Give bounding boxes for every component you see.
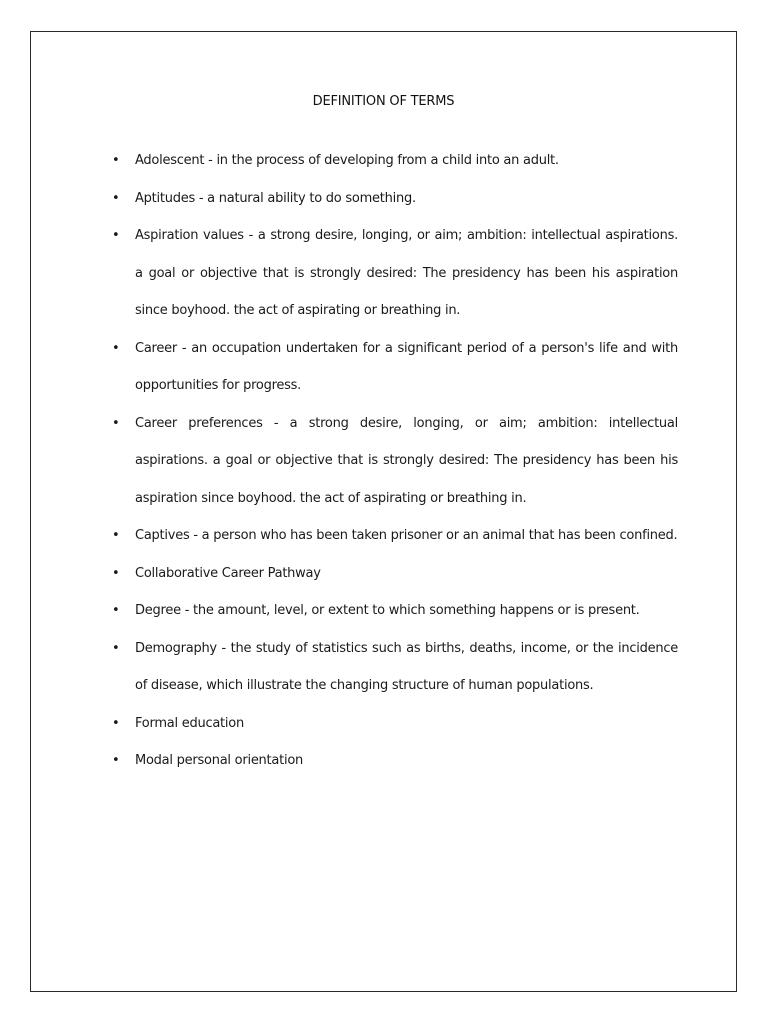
terms-list (112, 142, 678, 780)
bullet-icon: • (112, 228, 120, 243)
term-aspiration-values (112, 217, 678, 330)
bullet-icon: • (112, 640, 120, 656)
bullet-icon: • (112, 753, 120, 768)
term-text: Career preferences - a strong desire, longing, or aim; ambition: intellectual aspirations. a goal or objective that is strongly desired: The presidency has been his aspiration since boyhood. the act of aspirating or breathing in. (135, 415, 678, 506)
term-text: Career - an occupation undertaken for a significant period of a person's life and with opportunities for progress. (135, 340, 678, 393)
term-career-preferences (112, 405, 678, 518)
document-page (30, 31, 737, 992)
term-text: Captives - a person who has been taken prisoner or an animal that has been confined. (135, 528, 678, 543)
term-text: Demography - the study of statistics such as births, deaths, income, or the incidence of disease, which illustrate the changing structure of human populations. (135, 640, 678, 693)
term-adolescent (112, 142, 678, 180)
bullet-icon: • (112, 565, 120, 581)
term-formal-education (112, 705, 678, 743)
term-degree (112, 592, 678, 630)
term-captives (112, 517, 678, 555)
bullet-icon: • (112, 715, 120, 731)
term-text: Formal education (135, 715, 244, 731)
term-modal-personal-orientation (112, 742, 678, 780)
term-text: Aspiration values - a strong desire, longing, or aim; ambition: intellectual aspirations. a goal or objective that is strongly desired: The presidency has been his aspiration since boyhood. the act of aspirating or breathing in. (135, 228, 678, 318)
term-text: Modal personal orientation (135, 753, 304, 768)
term-collaborative-career-pathway (112, 555, 678, 593)
bullet-icon: • (112, 153, 120, 168)
bullet-icon: • (112, 528, 120, 543)
term-text: Adolescent - in the process of developing from a child into an adult. (135, 153, 559, 168)
bullet-icon: • (112, 340, 120, 356)
term-demography (112, 630, 678, 705)
bullet-icon: • (112, 415, 120, 431)
term-aptitudes (112, 180, 678, 218)
term-career (112, 330, 678, 405)
document-title: DEFINITION OF TERMS (312, 94, 455, 109)
term-text: Collaborative Career Pathway (135, 565, 321, 581)
term-text: Aptitudes - a natural ability to do something. (135, 190, 416, 206)
term-text: Degree - the amount, level, or extent to which something happens or is present. (135, 603, 640, 618)
bullet-icon: • (112, 603, 120, 618)
bullet-icon: • (112, 190, 120, 206)
